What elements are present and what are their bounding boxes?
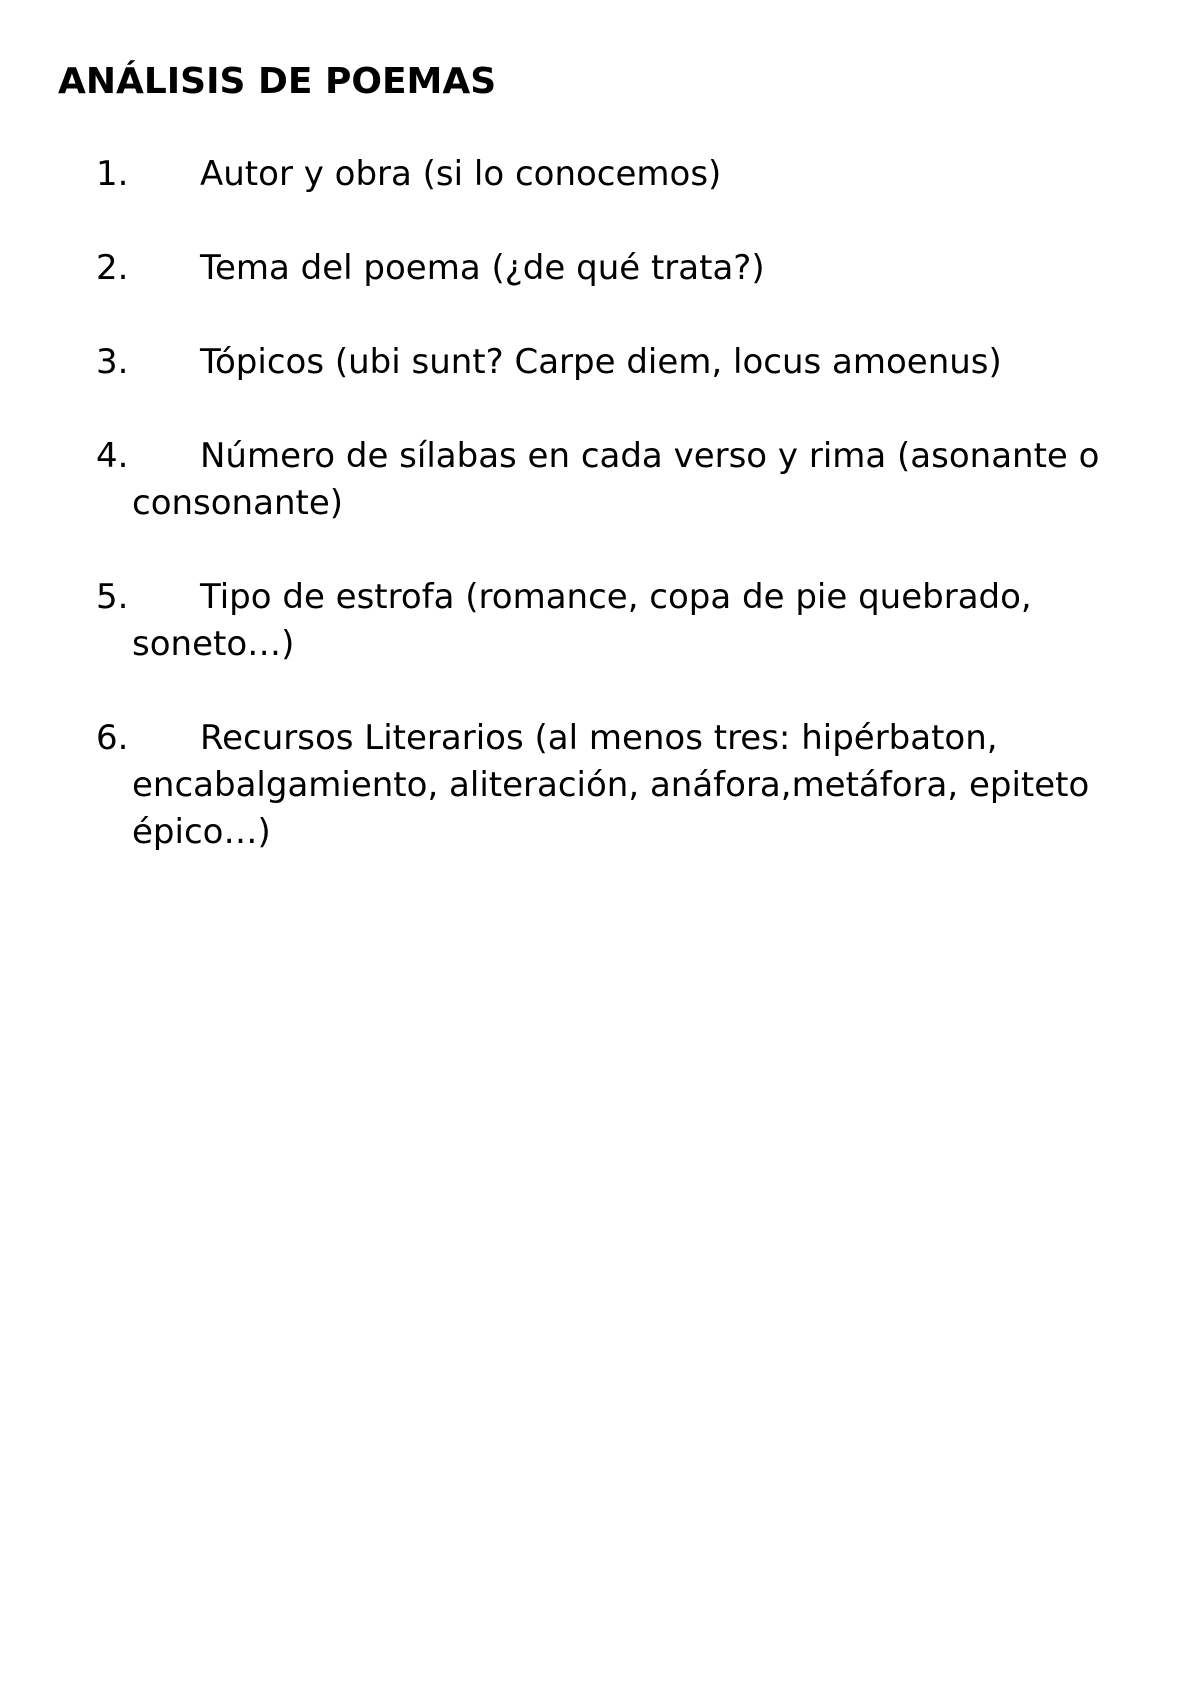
analysis-steps-list (96, 151, 1116, 903)
item-number: 5. (96, 577, 129, 617)
list-item (96, 715, 1116, 856)
item-number: 2. (96, 248, 129, 288)
item-number: 4. (96, 436, 129, 476)
item-text: Tipo de estrofa (romance, copa de pie quebrado, soneto…) (132, 577, 1032, 664)
list-item (96, 245, 1116, 292)
list-item (96, 339, 1116, 386)
document-title: ANÁLISIS DE POEMAS (58, 61, 497, 102)
item-text: Autor y obra (si lo conocemos) (200, 154, 722, 194)
item-text: Recursos Literarios (al menos tres: hipérbaton, encabalgamiento, aliteración, anáfora,metáfora, epiteto épico…) (132, 718, 1090, 852)
item-number: 6. (96, 718, 129, 758)
item-text: Tema del poema (¿de qué trata?) (200, 248, 765, 288)
item-number: 1. (96, 154, 129, 194)
list-item (96, 151, 1116, 198)
item-text: Tópicos (ubi sunt? Carpe diem, locus amoenus) (200, 342, 1002, 382)
list-item (96, 433, 1116, 527)
item-text: Número de sílabas en cada verso y rima (asonante o consonante) (132, 436, 1100, 523)
item-number: 3. (96, 342, 129, 382)
list-item (96, 574, 1116, 668)
